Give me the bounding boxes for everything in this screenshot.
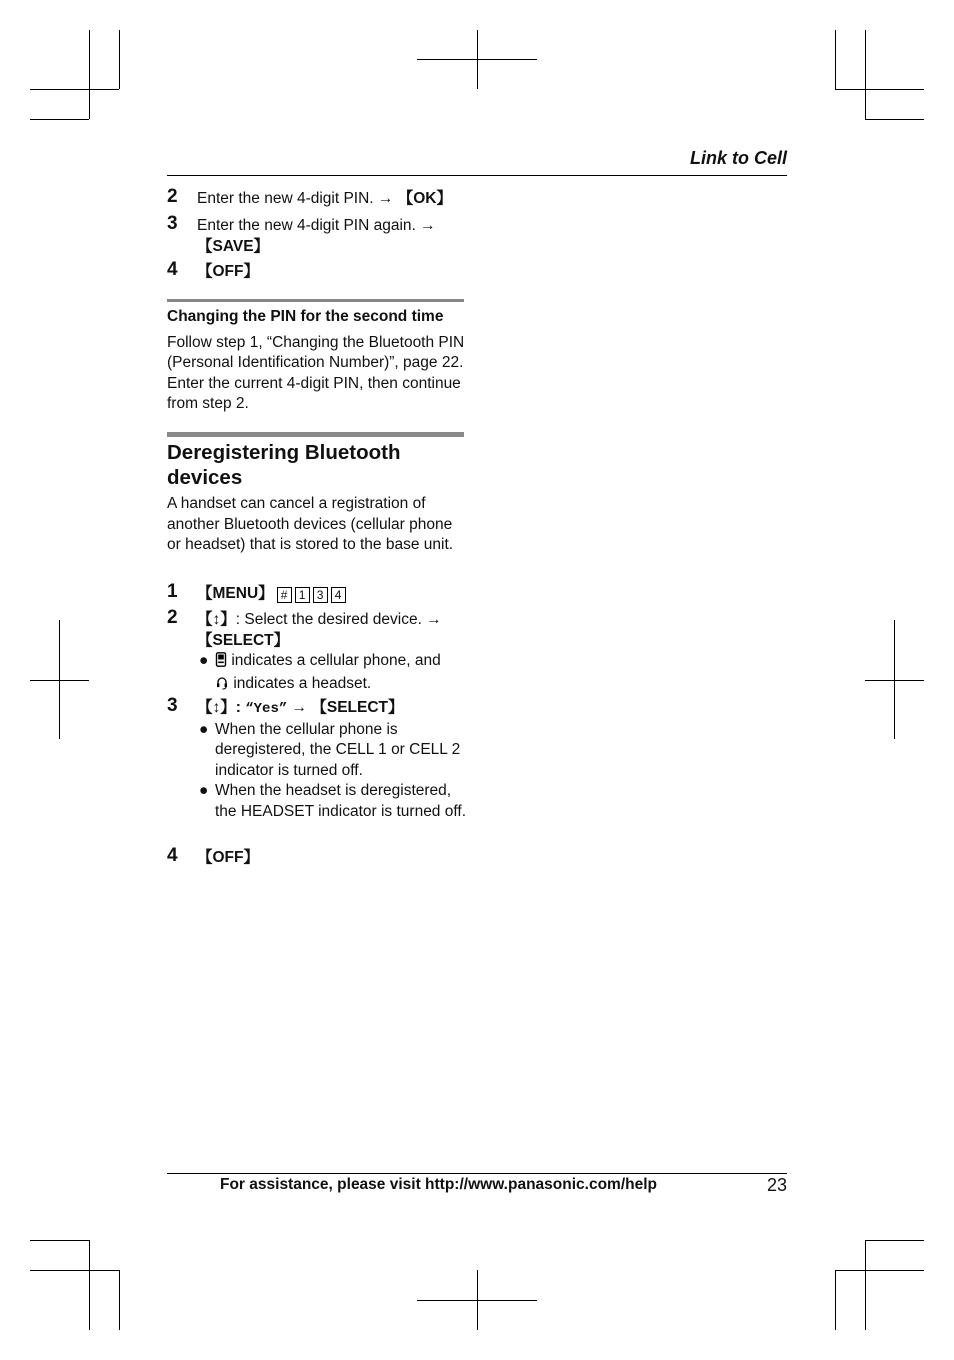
header-divider <box>167 175 787 176</box>
bullet-icon: ● <box>199 652 209 669</box>
off-key: 【OFF】 <box>197 849 259 866</box>
navigator-key: 【↕】 <box>197 611 236 628</box>
second-time-body: Follow step 1, “Changing the Bluetooth PIN (Personal Identification Number)”, page 22. Enter the current 4-digit PIN, then continue from step 2. <box>167 333 465 412</box>
step-number: 4 <box>167 845 178 866</box>
arrow-text: → <box>287 699 312 716</box>
bullet-text: indicates a cellular phone, and <box>231 652 441 669</box>
step-text: Enter the new 4-digit PIN. → <box>197 190 398 207</box>
hash-key: # <box>277 587 292 603</box>
deregister-section <box>167 440 467 556</box>
step-number: 3 <box>167 695 178 716</box>
off-key: 【OFF】 <box>197 263 259 280</box>
page-header-title: Link to Cell <box>689 148 787 168</box>
headset-icon <box>215 676 229 697</box>
deregister-intro: A handset can cancel a registration of another Bluetooth devices (cellular phone or headset) that is stored to the base unit. <box>167 495 454 553</box>
display-value: “Yes” <box>245 701 288 717</box>
bullet-item <box>197 720 467 782</box>
footer-assistance-text: For assistance, please visit http://www.panasonic.com/help <box>220 1176 657 1193</box>
select-key: 【SELECT】 <box>197 631 290 649</box>
save-key: 【SAVE】 <box>197 237 270 255</box>
step-number: 3 <box>167 213 178 234</box>
section-heading-line1: Deregistering Bluetooth <box>167 441 401 464</box>
menu-key: 【MENU】 <box>197 585 274 602</box>
bullet-text: indicates a headset. <box>233 674 372 692</box>
step-number: 2 <box>167 607 178 628</box>
bullet-item <box>197 781 467 822</box>
bullet-text: When the cellular phone is deregistered, the CELL 1 or CELL 2 indicator is turned off. <box>215 720 461 779</box>
digit-key-4: 4 <box>331 587 346 603</box>
section-heading <box>167 440 467 490</box>
step-number: 1 <box>167 581 178 602</box>
step-number: 4 <box>167 259 178 280</box>
bullet-icon: ● <box>199 782 209 799</box>
second-time-heading: Changing the PIN for the second time <box>167 308 444 325</box>
step-text: Enter the new 4-digit PIN again. → <box>197 217 436 234</box>
ok-key: 【OK】 <box>397 190 452 207</box>
separator-text: : <box>235 699 246 716</box>
second-time-section <box>167 307 467 415</box>
page-number: 23 <box>766 1175 787 1195</box>
digit-key-1: 1 <box>295 587 310 603</box>
footer-divider <box>167 1173 787 1174</box>
section-divider <box>167 432 464 437</box>
step-number: 2 <box>167 186 178 207</box>
select-key: 【SELECT】 <box>311 699 404 716</box>
digit-key-3: 3 <box>313 587 328 603</box>
bullet-icon: ● <box>199 720 209 738</box>
bullet-text: When the headset is deregistered, the HEADSET indicator is turned off. <box>215 782 466 820</box>
navigator-key: 【↕】 <box>197 699 236 716</box>
step-text: : Select the desired device. → <box>235 611 442 628</box>
cellphone-icon <box>215 652 227 674</box>
section-heading-line2: devices <box>167 466 243 489</box>
bullet-item <box>197 651 467 696</box>
section-divider <box>167 299 464 302</box>
